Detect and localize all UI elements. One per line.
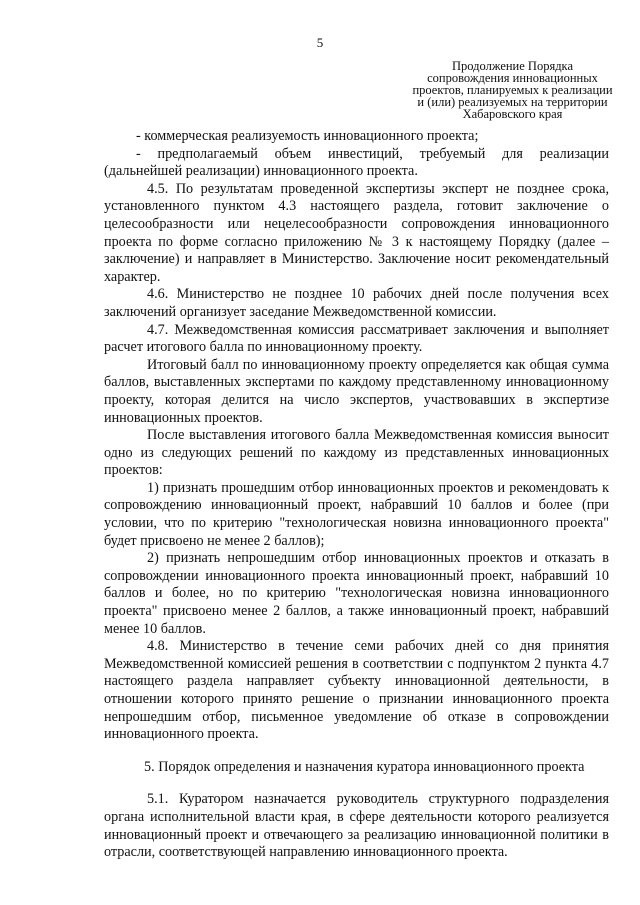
header-note-line: Хабаровского края: [462, 107, 563, 121]
header-note-line: Продолжение Порядка: [452, 59, 573, 73]
paragraph: - предполагаемый объем инвестиций, требуемый для реализации (дальнейшей реализации) инновационного проекта.: [104, 145, 609, 180]
paragraph: 4.7. Межведомственная комиссия рассматривает заключения и выполняет расчет итогового балла по инновационному проекту.: [104, 321, 609, 356]
header-note-line: сопровождения инновационных: [427, 71, 598, 85]
paragraph: 4.5. По результатам проведенной экспертизы эксперт не позднее срока, установленного пунктом 4.3 настоящего раздела, готовит заключение о целесообразности или нецелесообразности сопровождения инновационного проекта по форме согласно приложению № 3 к настоящему Порядку (далее – заключение) и направляет в Министерство. Заключение носит рекомендательный характер.: [104, 180, 609, 285]
header-note-line: и (или) реализуемых на территории: [417, 95, 608, 109]
document-body: [104, 128, 609, 862]
paragraph: 4.6. Министерство не позднее 10 рабочих дней после получения всех заключений организует заседание Межведомственной комиссии.: [104, 286, 609, 320]
section-title: 5. Порядок определения и назначения куратора инновационного проекта: [144, 758, 585, 775]
header-note-line: проектов, планируемых к реализации: [412, 83, 613, 97]
paragraph: 5.1. Куратором назначается руководитель структурного подразделения органа исполнительной власти края, в сфере деятельности которого реализуется инновационный проект и отвечающего за реализацию инновационной политики в отрасли, соответствующей направлению инновационного проекта.: [104, 791, 609, 861]
paragraph: 1) признать прошедшим отбор инновационных проектов и рекомендовать к сопровождению инновационный проект, набравший 10 баллов и более (при условии, что по критерию "технологическая новизна инновационного проекта" будет присвоено не менее 2 баллов);: [104, 479, 609, 549]
header-note: [390, 60, 635, 120]
paragraph: После выставления итогового балла Межведомственная комиссия выносит одно из следующих решений по каждому из представленных инновационных проектов:: [104, 427, 609, 479]
paragraph: 2) признать непрошедшим отбор инновационных проектов и отказать в сопровождении инновационного проекта инновационный проект, набравший 10 баллов и более, но по критерию "технологическая новизна инновационного проекта" присвоено менее 2 баллов, а также инновационный проект, набравший менее 10 баллов.: [104, 550, 609, 637]
paragraph: Итоговый балл по инновационному проекту определяется как общая сумма баллов, выставленных экспертами по каждому представленному инновационному проекту, которая делится на число экспертов, участвовавших в экспертизе инновационных проектов.: [104, 356, 609, 426]
paragraph: 4.8. Министерство в течение семи рабочих дней со дня принятия Межведомственной комиссией решения в соответствии с подпунктом 2 пункта 4.7 настоящего раздела направляет субъекту инновационной деятельности, в отношении которого принято решение о признании инновационного проекта непрошедшим отбор, письменное уведомление об отказе в сопровождении инновационного проекта.: [104, 638, 609, 743]
paragraph: - коммерческая реализуемость инновационного проекта;: [136, 128, 479, 144]
page-number: 5: [316, 35, 324, 50]
